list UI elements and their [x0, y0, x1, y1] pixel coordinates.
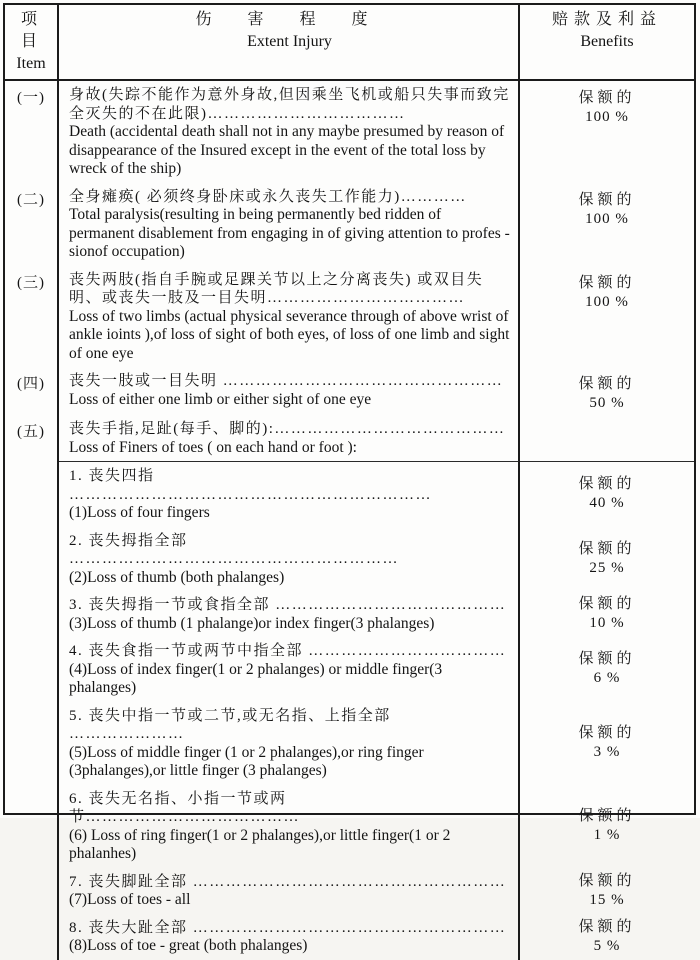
item-label: (一) — [5, 81, 59, 183]
benefit-label: 保额的 — [578, 90, 636, 106]
benefit-cell — [520, 367, 694, 415]
benefit-cell — [520, 868, 694, 914]
injury-text-zh: 7. 丧失脚趾全部 ………………………………………………… — [69, 873, 507, 890]
benefit-value: 1 % — [593, 827, 621, 843]
injury-cell — [59, 415, 520, 461]
benefit-cell — [520, 415, 694, 461]
injury-cell — [59, 183, 520, 266]
injury-text-zh: 3. 丧失拇指一节或食指全部 …………………………………… — [69, 597, 507, 613]
header-item-en: Item — [16, 55, 46, 72]
injury-text-en: Total paralysis(resulting in being permanently bed ridden of permanent disablement from engaging in of giving attention to profes - sionof occupation) — [69, 206, 510, 260]
benefit-cell — [520, 702, 694, 785]
benefits-table — [3, 3, 696, 954]
injury-text-zh: 4. 丧失食指一节或两节中指全部 ……………………………… — [69, 643, 507, 659]
injury-cell — [59, 367, 520, 415]
benefit-cell — [520, 461, 694, 527]
benefit-label: 保额的 — [578, 808, 636, 824]
header-injury-zh: 伤 害 程 度 — [195, 11, 384, 28]
benefit-label: 保额的 — [578, 725, 636, 741]
injury-cell — [59, 461, 520, 527]
injury-text-en: (6) Loss of ring finger(1 or 2 phalanges),or little finger(1 or 2 phalanhes) — [69, 826, 451, 862]
header-injury-en: Extent Injury — [247, 33, 332, 50]
injury-text-en: (7)Loss of toes - all — [69, 891, 191, 908]
injury-text-en: Death (accidental death shall not in any maybe presumed by reason of disappearance of the Insured except in the event of the total loss by wreck of the ship) — [69, 123, 505, 177]
benefit-value: 100 % — [585, 210, 629, 227]
benefit-label: 保额的 — [578, 651, 636, 668]
injury-text-en: (3)Loss of thumb (1 phalange)or index finger(3 phalanges) — [69, 614, 435, 632]
item-label: (三) — [5, 266, 59, 368]
benefit-cell — [520, 183, 694, 266]
injury-text-zh: 丧失手指,足趾(每手、脚的):…………………………………… — [69, 421, 506, 437]
injury-text-zh: 8. 丧失大趾全部 ………………………………………………… — [69, 919, 507, 936]
item-label — [5, 461, 59, 527]
injury-cell — [59, 868, 520, 914]
benefit-value: 10 % — [589, 615, 625, 631]
benefit-label: 保额的 — [578, 540, 636, 557]
benefit-cell — [520, 266, 694, 368]
benefit-label: 保额的 — [578, 376, 636, 392]
benefit-value: 15 % — [589, 891, 625, 908]
benefit-label: 保额的 — [578, 274, 636, 291]
benefit-cell — [520, 81, 694, 183]
injury-text-zh: 1. 丧失四指 ………………………………………………………… — [69, 468, 432, 503]
injury-text-en: Loss of two limbs (actual physical severance through of above wrist of ankle ioints ),of loss of sight of both eyes, of loss of one limb and sight of one eye — [69, 307, 510, 362]
benefit-value: 50 % — [589, 395, 625, 411]
item-label: (二) — [5, 183, 59, 266]
benefit-value: 5 % — [593, 937, 621, 954]
injury-cell — [59, 637, 520, 702]
injury-text-en: (4)Loss of index finger(1 or 2 phalanges) or middle finger(3 phalanges) — [69, 660, 443, 696]
benefit-cell — [520, 527, 694, 592]
injury-text-zh: 丧失两肢(指自手腕或足踝关节以上之分离丧失) 或双目失明、或丧失一肢及一目失明……………………………… — [69, 271, 484, 306]
benefit-value: 40 % — [589, 495, 625, 512]
header-injury-column — [59, 5, 520, 81]
benefit-label: 保额的 — [578, 596, 636, 612]
benefit-label: 保额的 — [578, 191, 636, 208]
item-label — [5, 868, 59, 914]
item-label — [5, 637, 59, 702]
benefit-label: 保额的 — [578, 476, 636, 493]
item-label — [5, 914, 59, 960]
benefit-value: 100 % — [585, 293, 629, 310]
injury-text-zh: 5. 丧失中指一节或二节,或无名指、上指全部 ………………… — [69, 707, 391, 742]
item-label — [5, 702, 59, 785]
injury-text-zh: 身故(失踪不能作为意外身故,但因乘坐飞机或船只失事而致完全灭失的不在此限)……………………………… — [69, 87, 510, 122]
header-benefits-column — [520, 5, 694, 81]
injury-cell — [59, 591, 520, 637]
item-label: (四) — [5, 367, 59, 415]
injury-text-en: (5)Loss of middle finger (1 or 2 phalanges),or ring finger (3phalanges),or little finger (3 phalanges) — [69, 743, 424, 779]
header-benefits-zh: 赔款及利益 — [551, 11, 662, 28]
injury-text-zh: 丧失一肢或一目失明 …………………………………………… — [69, 373, 504, 389]
injury-text-en: (8)Loss of toe - great (both phalanges) — [69, 937, 308, 954]
benefit-value: 100 % — [585, 109, 629, 125]
injury-text-en: Loss of Finers of toes ( on each hand or foot ): — [69, 438, 357, 456]
injury-text-zh: 全身瘫痪( 必须终身卧床或永久丧失工作能力)………… — [69, 188, 467, 205]
benefit-label: 保额的 — [578, 918, 636, 935]
injury-text-en: Loss of either one limb or either sight of one eye — [69, 390, 372, 408]
injury-text-en: (2)Loss of thumb (both phalanges) — [69, 568, 285, 586]
injury-cell — [59, 702, 520, 785]
injury-cell — [59, 81, 520, 183]
injury-text-zh: 6. 丧失无名指、小指一节或两节………………………………… — [69, 790, 301, 825]
benefit-cell — [520, 637, 694, 702]
item-label — [5, 527, 59, 592]
header-item-column — [5, 5, 59, 81]
benefit-cell — [520, 785, 694, 868]
injury-cell — [59, 785, 520, 868]
benefit-value: 25 % — [589, 559, 625, 576]
header-benefits-en: Benefits — [580, 33, 634, 50]
item-label — [5, 591, 59, 637]
header-item-zh: 项 目 — [20, 11, 41, 50]
benefit-value: 3 % — [593, 744, 621, 760]
injury-text-en: (1)Loss of four fingers — [69, 504, 210, 521]
benefit-cell — [520, 591, 694, 637]
benefit-value: 6 % — [593, 670, 621, 687]
injury-cell — [59, 266, 520, 368]
injury-cell — [59, 914, 520, 960]
benefit-cell — [520, 914, 694, 960]
item-label: (五) — [5, 415, 59, 461]
benefit-label: 保额的 — [578, 872, 636, 889]
item-label — [5, 785, 59, 868]
injury-cell — [59, 527, 520, 592]
injury-text-zh: 2. 丧失拇指全部 …………………………………………………… — [69, 532, 399, 567]
